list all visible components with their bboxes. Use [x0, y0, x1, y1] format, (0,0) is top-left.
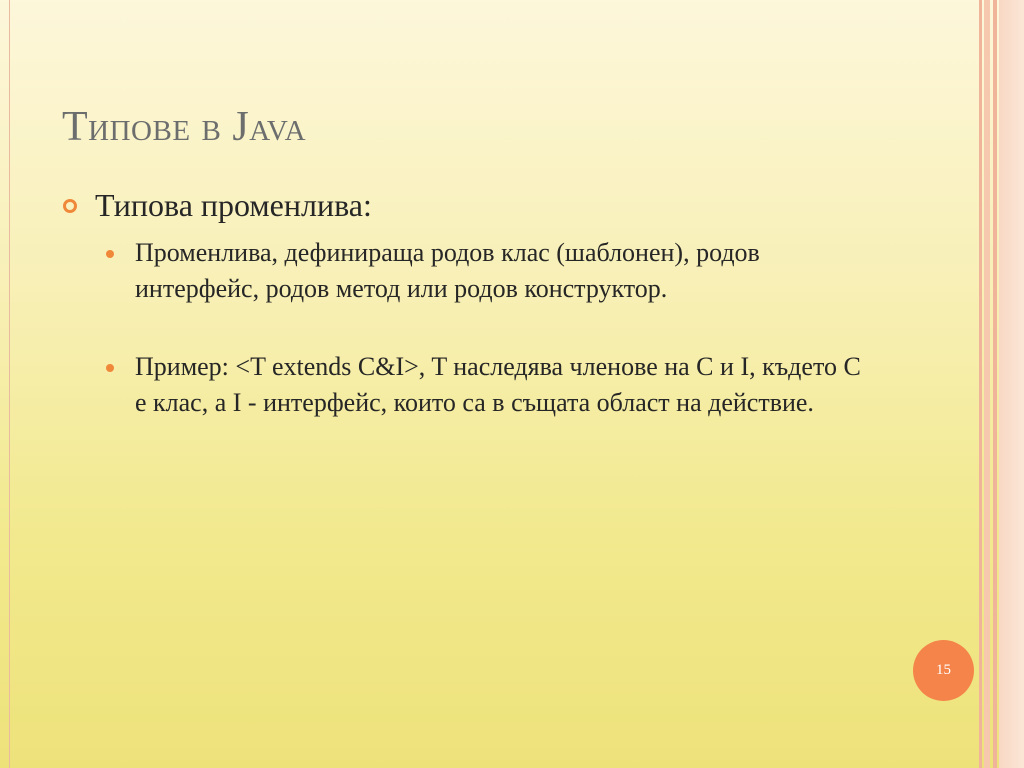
- dot-bullet-icon: [106, 364, 114, 372]
- right-decor-band: [999, 0, 1024, 768]
- bullet-level2: Пример: <T extends C&I>, T наследява членове на C и I, където C е клас, а I - интерфейс, които са в същата област на действие.: [135, 352, 861, 417]
- dot-bullet-icon: [106, 250, 114, 258]
- right-decor-band: [979, 0, 982, 768]
- right-decor-band: [984, 0, 990, 768]
- bullet-level2: Променлива, дефинираща родов клас (шаблонен), родов интерфейс, родов метод или родов конструктор.: [135, 238, 760, 303]
- ring-bullet-icon: [63, 199, 77, 213]
- left-border-line: [9, 0, 10, 768]
- slide-title: Типове в Java: [62, 104, 307, 150]
- bullet-level1: Типова променлива:: [95, 187, 372, 223]
- page-number-badge: 15: [913, 640, 974, 701]
- right-decor-band: [993, 0, 997, 768]
